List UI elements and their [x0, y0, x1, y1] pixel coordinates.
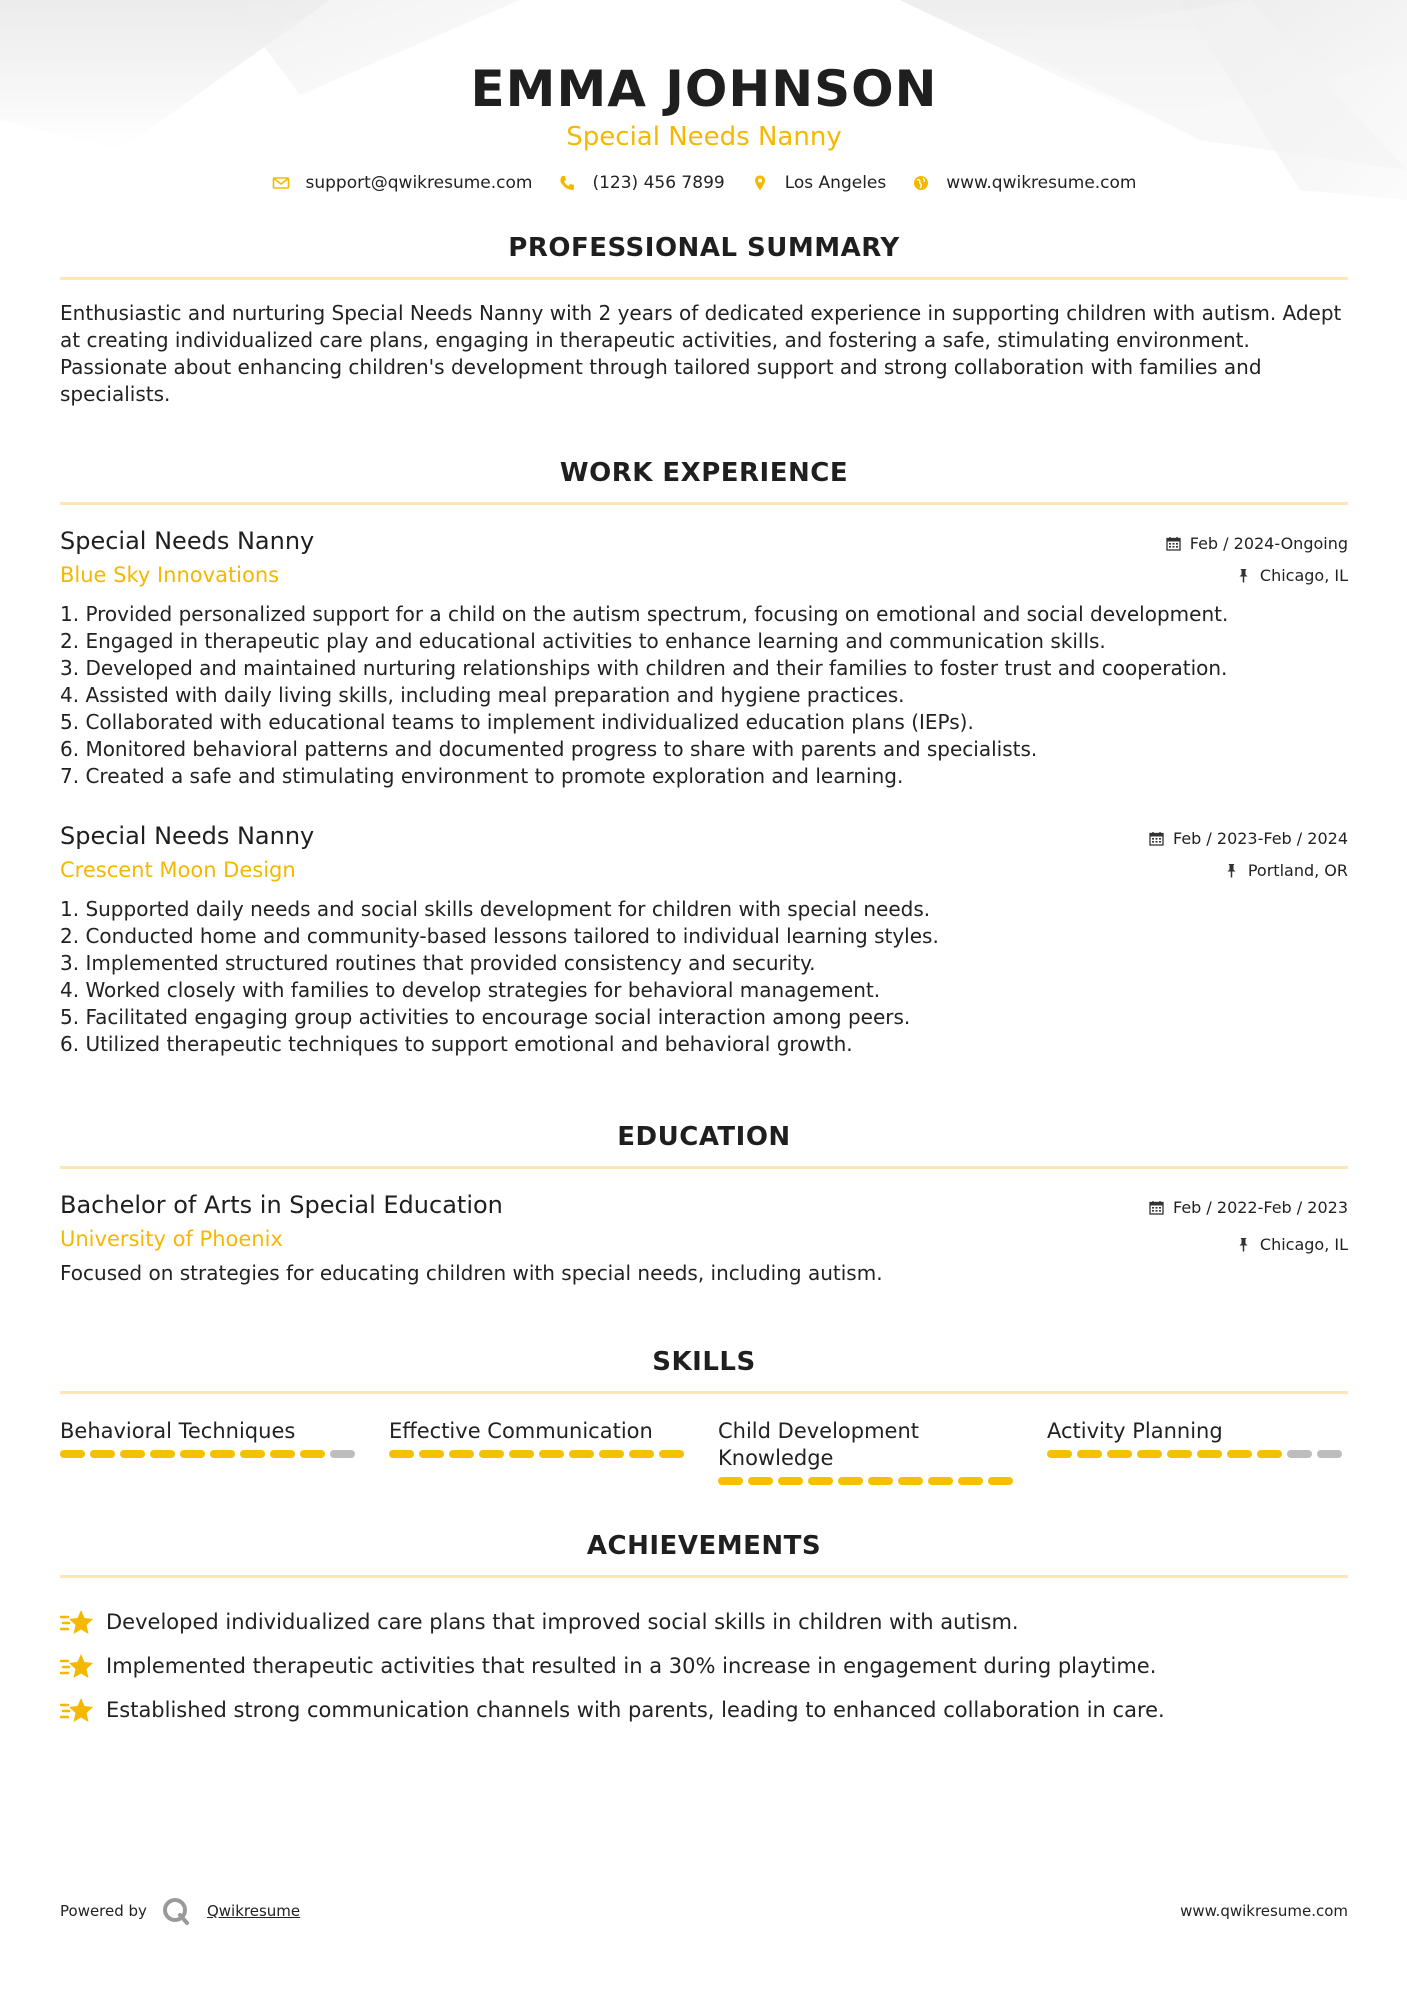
list-item: 1. Provided personalized support for a child on the autism spectrum, focusing on emotional and social development. [60, 602, 1229, 626]
pushpin-icon [1224, 863, 1239, 878]
rating-dot-filled [449, 1450, 474, 1458]
education-location-text: Chicago, IL [1259, 1234, 1348, 1254]
section-divider [60, 1575, 1348, 1578]
list-item: 2. Conducted home and community-based lessons tailored to individual learning styles. [60, 924, 939, 948]
skill-name: Effective Communication [389, 1419, 653, 1443]
section-divider [60, 277, 1348, 280]
star-icon [60, 1607, 94, 1637]
achievements-section [60, 1529, 1348, 1732]
list-item: 1. Supported daily needs and social skills development for children with special needs. [60, 897, 931, 921]
job-role: Special Needs Nanny [60, 822, 315, 850]
skill-item [60, 1418, 360, 1485]
list-item: 4. Assisted with daily living skills, including meal preparation and hygiene practices. [60, 683, 905, 707]
rating-dot-empty [330, 1450, 355, 1458]
rating-dot-filled [1257, 1450, 1282, 1458]
rating-dot-empty [1317, 1450, 1342, 1458]
summary-section [60, 231, 1348, 408]
skill-rating [718, 1477, 1018, 1485]
skill-rating [60, 1450, 360, 1458]
section-divider [60, 1391, 1348, 1394]
job-entry [60, 525, 1348, 790]
rating-dot-filled [898, 1477, 923, 1485]
rating-dot-filled [1227, 1450, 1252, 1458]
job-location-text: Chicago, IL [1259, 565, 1348, 585]
achievement-text: Implemented therapeutic activities that resulted in a 30% increase in engagement during playtime. [106, 1654, 1157, 1678]
job-bullets [60, 896, 1348, 1058]
skills-section [60, 1345, 1348, 1485]
rating-dot-filled [60, 1450, 85, 1458]
experience-section [60, 456, 1348, 1058]
education-dates [1149, 1197, 1348, 1217]
rating-dot-filled [479, 1450, 504, 1458]
education-description: Focused on strategies for educating children with special needs, including autism. [60, 1261, 883, 1285]
rating-dot-filled [718, 1477, 743, 1485]
job-bullets [60, 601, 1348, 790]
star-icon [60, 1695, 94, 1725]
rating-dot-filled [90, 1450, 115, 1458]
experience-heading: WORK EXPERIENCE [559, 458, 849, 488]
rating-dot-filled [389, 1450, 414, 1458]
school-name: University of Phoenix [60, 1227, 283, 1251]
phone-icon [558, 174, 576, 192]
map-pin-icon [751, 174, 769, 192]
skill-item [389, 1418, 689, 1485]
contact-phone[interactable] [558, 173, 724, 193]
skill-name: Behavioral Techniques [60, 1419, 296, 1443]
calendar-icon [1166, 536, 1181, 551]
candidate-name: EMMA JOHNSON [470, 60, 938, 118]
skill-rating [389, 1450, 689, 1458]
envelope-icon [272, 174, 290, 192]
job-location-text: Portland, OR [1247, 860, 1348, 880]
skill-rating [1047, 1450, 1347, 1458]
qwikresume-logo-icon [161, 1896, 191, 1926]
powered-by-label: Powered by [60, 1902, 147, 1920]
list-item [60, 1688, 1348, 1732]
rating-dot-filled [300, 1450, 325, 1458]
rating-dot-filled [569, 1450, 594, 1458]
education-entry [60, 1189, 1348, 1287]
job-location [1166, 565, 1348, 585]
summary-text: Enthusiastic and nurturing Special Needs Nanny with 2 years of dedicated experience in supporting children with autism. Adept at creating individualized care plans, engaging in therapeutic activities, and fostering a safe, stimulating environment. Passionate about enhancing children's development through tailored support and strong collaboration with families and specialists. [60, 301, 1342, 406]
achievement-text: Developed individualized care plans that improved social skills in children with autism. [106, 1610, 1019, 1634]
contact-website[interactable] [912, 173, 1136, 193]
education-heading: EDUCATION [617, 1122, 791, 1152]
powered-by [60, 1896, 300, 1926]
list-item: 6. Monitored behavioral patterns and documented progress to share with parents and specialists. [60, 737, 1038, 761]
job-location [1149, 860, 1348, 880]
contact-location-text: Los Angeles [784, 173, 887, 193]
rating-dot-empty [1287, 1450, 1312, 1458]
skills-list [60, 1418, 1348, 1485]
rating-dot-filled [599, 1450, 624, 1458]
achievement-text: Established strong communication channels with parents, leading to enhanced collaboration in care. [106, 1698, 1165, 1722]
list-item: 5. Facilitated engaging group activities to encourage social interaction among peers. [60, 1005, 911, 1029]
globe-icon [912, 174, 930, 192]
rating-dot-filled [928, 1477, 953, 1485]
rating-dot-filled [150, 1450, 175, 1458]
skills-heading: SKILLS [652, 1347, 756, 1377]
rating-dot-filled [808, 1477, 833, 1485]
list-item: 5. Collaborated with educational teams to implement individualized education plans (IEPs). [60, 710, 974, 734]
calendar-icon [1149, 831, 1164, 846]
pushpin-icon [1236, 1237, 1251, 1252]
list-item [60, 1600, 1348, 1644]
section-divider [60, 1166, 1348, 1169]
rating-dot-filled [778, 1477, 803, 1485]
education-location [1149, 1234, 1348, 1254]
rating-dot-filled [1047, 1450, 1072, 1458]
contact-website-text: www.qwikresume.com [946, 173, 1137, 193]
skill-item [1047, 1418, 1347, 1485]
job-company: Blue Sky Innovations [60, 563, 280, 587]
job-dates [1149, 828, 1348, 848]
rating-dot-filled [659, 1450, 684, 1458]
rating-dot-filled [180, 1450, 205, 1458]
job-company: Crescent Moon Design [60, 858, 296, 882]
rating-dot-filled [419, 1450, 444, 1458]
rating-dot-filled [240, 1450, 265, 1458]
job-dates-text: Feb / 2024-Ongoing [1189, 533, 1348, 553]
rating-dot-filled [539, 1450, 564, 1458]
rating-dot-filled [1107, 1450, 1132, 1458]
job-dates [1166, 533, 1348, 553]
rating-dot-filled [748, 1477, 773, 1485]
calendar-icon [1149, 1200, 1164, 1215]
skill-name: Child Development Knowledge [718, 1419, 920, 1470]
education-dates-text: Feb / 2022-Feb / 2023 [1173, 1197, 1348, 1217]
rating-dot-filled [210, 1450, 235, 1458]
list-item: 2. Engaged in therapeutic play and educational activities to enhance learning and communication skills. [60, 629, 1106, 653]
achievements-heading: ACHIEVEMENTS [586, 1531, 822, 1561]
summary-heading: PROFESSIONAL SUMMARY [508, 233, 900, 263]
section-divider [60, 502, 1348, 505]
contact-email[interactable] [272, 173, 533, 193]
star-icon [60, 1651, 94, 1681]
list-item: 3. Developed and maintained nurturing relationships with children and their families to foster trust and cooperation. [60, 656, 1228, 680]
rating-dot-filled [838, 1477, 863, 1485]
list-item: 4. Worked closely with families to develop strategies for behavioral management. [60, 978, 881, 1002]
list-item [60, 1644, 1348, 1688]
skill-item [718, 1418, 1018, 1485]
rating-dot-filled [1197, 1450, 1222, 1458]
resume-header [60, 0, 1348, 193]
rating-dot-filled [958, 1477, 983, 1485]
achievements-list [60, 1600, 1348, 1732]
rating-dot-filled [868, 1477, 893, 1485]
rating-dot-filled [1137, 1450, 1162, 1458]
list-item: 3. Implemented structured routines that provided consistency and security. [60, 951, 816, 975]
education-section [60, 1120, 1348, 1287]
rating-dot-filled [1167, 1450, 1192, 1458]
rating-dot-filled [120, 1450, 145, 1458]
resume-page [60, 0, 1348, 1732]
rating-dot-filled [509, 1450, 534, 1458]
rating-dot-filled [270, 1450, 295, 1458]
qwikresume-link[interactable]: Qwikresume [206, 1902, 301, 1920]
job-role: Special Needs Nanny [60, 527, 315, 555]
page-footer [60, 1896, 1348, 1926]
rating-dot-filled [1077, 1450, 1102, 1458]
footer-website[interactable]: www.qwikresume.com [1180, 1902, 1348, 1920]
contact-bar [60, 173, 1348, 193]
list-item: 7. Created a safe and stimulating environment to promote exploration and learning. [60, 764, 904, 788]
pushpin-icon [1236, 568, 1251, 583]
list-item: 6. Utilized therapeutic techniques to support emotional and behavioral growth. [60, 1032, 853, 1056]
contact-email-text: support@qwikresume.com [305, 173, 533, 193]
degree-title: Bachelor of Arts in Special Education [60, 1191, 503, 1219]
job-entry [60, 820, 1348, 1058]
rating-dot-filled [988, 1477, 1013, 1485]
skill-name: Activity Planning [1047, 1419, 1223, 1443]
rating-dot-filled [629, 1450, 654, 1458]
contact-phone-text: (123) 456 7899 [592, 173, 725, 193]
contact-location [751, 173, 887, 193]
candidate-title: Special Needs Nanny [566, 122, 842, 152]
job-dates-text: Feb / 2023-Feb / 2024 [1173, 828, 1348, 848]
